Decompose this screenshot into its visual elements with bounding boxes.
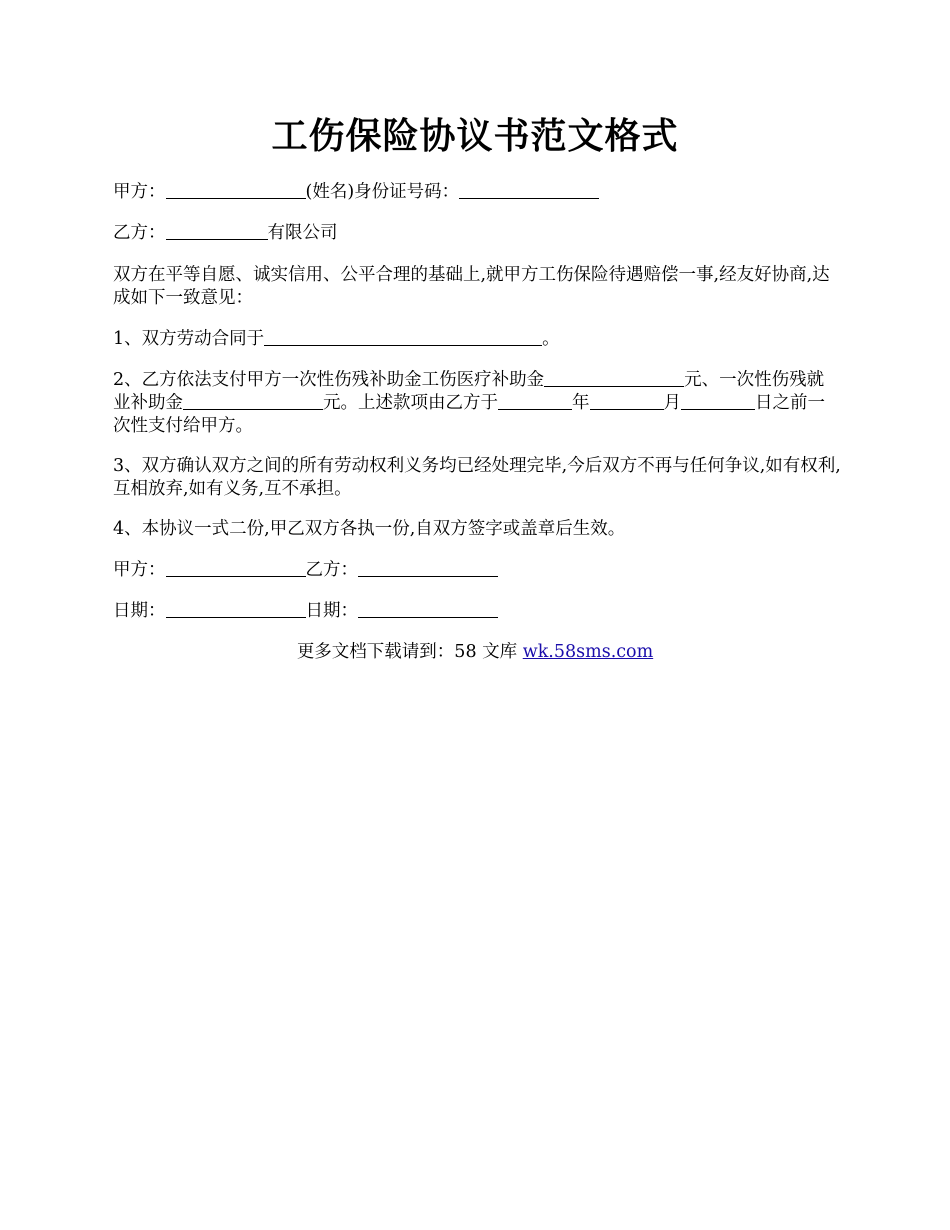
contract-date-blank	[264, 329, 542, 346]
date-line	[113, 600, 841, 623]
year-blank	[498, 393, 572, 410]
document-title: 工伤保险协议书范文格式	[271, 115, 679, 157]
signature-b-blank	[358, 560, 498, 577]
footer	[0, 641, 950, 664]
party-b-line	[113, 222, 841, 245]
party-a-name-blank	[166, 182, 306, 199]
intro-paragraph: 双方在平等自愿、诚实信用、公平合理的基础上,就甲方工伤保险待遇赔偿一事,经友好协商,达成如下一致意见：	[113, 265, 830, 308]
date-a-label: 日期：	[113, 601, 166, 621]
date-a-blank	[166, 601, 306, 618]
footer-link[interactable]: wk.58sms.com	[522, 642, 654, 662]
employment-subsidy-blank	[183, 393, 323, 410]
medical-subsidy-blank	[544, 370, 684, 387]
party-a-label: 甲方：	[113, 182, 166, 202]
signature-a-blank	[166, 560, 306, 577]
clause-2-part3: 元。上述款项由乙方于	[323, 393, 498, 413]
clause-1-suffix: 。	[542, 329, 560, 349]
clause-1	[113, 328, 841, 351]
party-a-id-label: (姓名)身份证号码：	[305, 182, 460, 202]
clause-2-part4: 日之前一次性支付给甲方。	[113, 393, 825, 436]
signature-line	[113, 559, 841, 582]
clause-2	[113, 369, 841, 438]
party-b-suffix: 有限公司	[267, 223, 338, 243]
party-a-id-blank	[459, 182, 599, 199]
footer-text: 更多文档下载请到：58 文库	[296, 642, 523, 662]
clause-3: 3、双方确认双方之间的所有劳动权利义务均已经处理完毕,今后双方不再与任何争议,如有权利,互相放弃,如有义务,互不承担。	[113, 456, 841, 499]
date-b-blank	[358, 601, 498, 618]
clause-4: 4、本协议一式二份,甲乙双方各执一份,自双方签字或盖章后生效。	[113, 519, 626, 539]
date-b-label: 日期：	[305, 601, 358, 621]
clause-2-part2: 元、一次性伤残就业补助金	[113, 370, 825, 413]
month-label: 月	[663, 393, 681, 413]
party-b-company-blank	[166, 223, 268, 240]
clause-1-prefix: 1、双方劳动合同于	[113, 329, 265, 349]
party-a-line	[113, 181, 841, 204]
day-blank	[681, 393, 755, 410]
signature-a-label: 甲方：	[113, 560, 166, 580]
month-blank	[590, 393, 664, 410]
clause-2-part1: 2、乙方依法支付甲方一次性伤残补助金工伤医疗补助金	[113, 370, 545, 390]
signature-b-label: 乙方：	[305, 560, 358, 580]
year-label: 年	[572, 393, 590, 413]
party-b-label: 乙方：	[113, 223, 166, 243]
